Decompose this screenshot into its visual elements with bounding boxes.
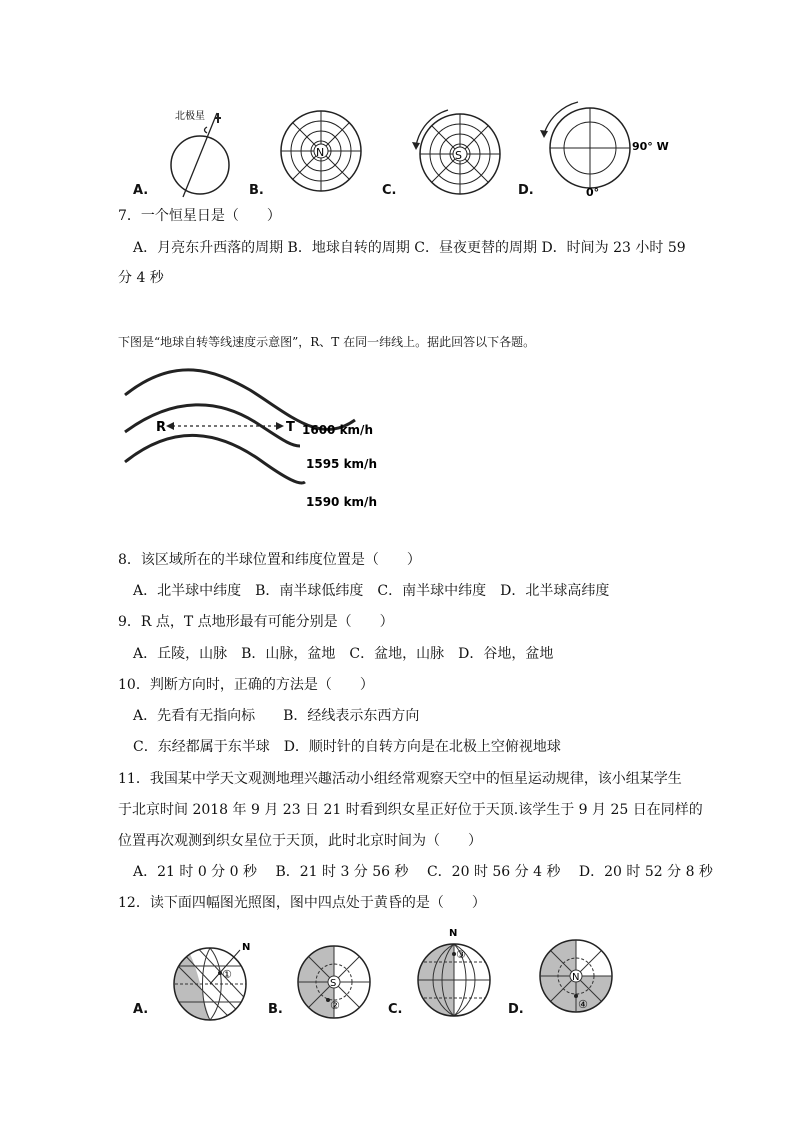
bottom-option-c-label: C. <box>388 1002 403 1017</box>
point-3-label: ③ <box>456 948 466 961</box>
bottom-figure-d <box>536 932 622 1024</box>
point-r-label: R <box>156 420 167 435</box>
top-figure-d <box>540 98 675 198</box>
q11-line1: 11．我国某中学天文观测地理兴趣活动小组经常观察天空中的恒星运动规律，该小组某学生 <box>118 771 682 787</box>
earth-axis-diagram <box>165 105 255 200</box>
q11-line2: 于北京时间 2018 年 9 月 23 日 21 时看到织女星正好位于天顶.该学生于 9 月 25 日在同样的 <box>118 802 703 818</box>
illumination-diagram-b <box>294 936 380 1026</box>
point-4-label: ④ <box>578 998 588 1011</box>
isoline-diagram <box>120 360 390 530</box>
pole-s-label: S <box>455 149 462 162</box>
q7-options-line1: A．月亮东升西落的周期 B．地球自转的周期 C．昼夜更替的周期 D．时间为 23 小时 59 <box>133 240 686 256</box>
south-pole-diagram <box>408 106 506 198</box>
pole-n-label-d: N <box>572 972 580 983</box>
top-figure-c <box>408 106 506 198</box>
q11-options: A．21 时 0 分 0 秒 B．21 时 3 分 56 秒 C．20 时 56 分 4 秒 D．20 时 52 分 8 秒 <box>133 864 713 880</box>
north-pole-diagram <box>278 108 364 194</box>
point-t-label: T <box>286 420 295 435</box>
top-figure-a <box>165 105 255 200</box>
q12-stem: 12．读下面四幅图光照图，图中四点处于黄昏的是（ ） <box>118 895 486 911</box>
point-2-label: ② <box>330 999 340 1012</box>
pole-s-label-b: S <box>330 978 337 989</box>
longitude-diagram <box>540 98 675 198</box>
pole-n-label-c: N <box>449 928 458 939</box>
illumination-diagram-a <box>170 936 260 1026</box>
option-b-label: B. <box>249 183 264 198</box>
speed-label-1595: 1595 km/h <box>306 457 377 471</box>
bottom-figure-c <box>414 924 494 1024</box>
q10-stem: 10．判断方向时，正确的方法是（ ） <box>118 677 374 693</box>
q11-line3: 位置再次观测到织女星位于天顶，此时北京时间为（ ） <box>118 833 482 849</box>
q9-stem: 9．R 点，T 点地形最有可能分别是（ ） <box>118 614 394 630</box>
q10-options-line1: A．先看有无指向标 B．经线表示东西方向 <box>133 708 420 724</box>
lon-0-label: 0° <box>586 186 600 198</box>
q8-options: A．北半球中纬度 B．南半球低纬度 C．南半球中纬度 D．北半球高纬度 <box>133 583 610 599</box>
illumination-diagram-c <box>414 924 494 1024</box>
polaris-label: 北极星 <box>175 111 205 122</box>
q10-options-line2: C．东经都属于东半球 D．顺时针的自转方向是在北极上空俯视地球 <box>133 739 561 755</box>
q7-stem: 7．一个恒星日是（ ） <box>118 208 281 224</box>
speed-label-1590: 1590 km/h <box>306 495 377 509</box>
option-c-label: C. <box>382 183 397 198</box>
bottom-figure-a <box>170 936 260 1026</box>
pole-n-label: N <box>316 146 325 159</box>
option-d-label: D. <box>518 183 534 198</box>
bottom-figure-b <box>294 936 380 1026</box>
illumination-diagram-d <box>536 932 622 1024</box>
speed-figure <box>120 360 390 530</box>
lon-90w-label: 90° W <box>632 140 669 153</box>
q8-stem: 8．该区域所在的半球位置和纬度位置是（ ） <box>118 552 421 568</box>
option-a-label: A. <box>133 183 149 198</box>
bottom-option-a-label: A. <box>133 1002 149 1017</box>
speed-label-1600: 1600 km/h <box>302 423 373 437</box>
bottom-option-d-label: D. <box>508 1002 524 1017</box>
intro-text: 下图是“地球自转等线速度示意图”，R、T 在同一纬线上。据此回答以下各题。 <box>118 335 536 349</box>
pole-n-label-a: N <box>242 942 251 953</box>
q9-options: A．丘陵，山脉 B．山脉，盆地 C．盆地，山脉 D．谷地，盆地 <box>133 646 554 662</box>
q7-options-line2: 分 4 秒 <box>118 270 164 286</box>
point-1-label: ① <box>222 968 232 981</box>
bottom-option-b-label: B. <box>268 1002 283 1017</box>
top-figure-b <box>278 108 364 194</box>
